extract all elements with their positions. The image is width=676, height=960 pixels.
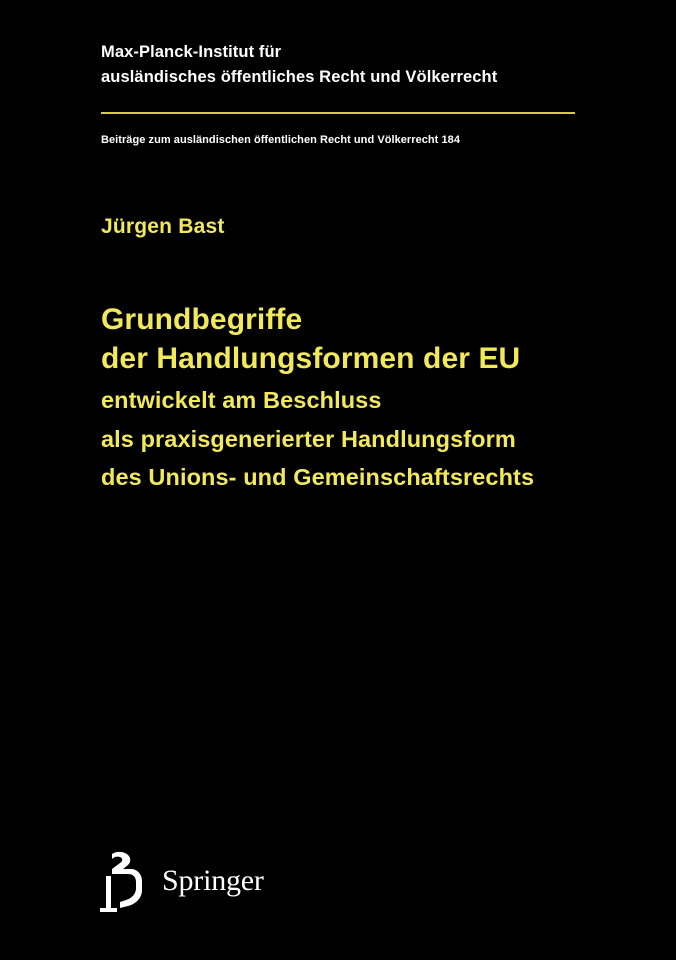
publisher-name: Springer [162, 864, 264, 897]
book-subtitle-line-2: als praxisgenerierter Handlungsform [101, 425, 516, 452]
book-subtitle-line-1: entwickelt am Beschluss [101, 387, 382, 413]
publisher-block [98, 850, 264, 912]
author-name: Jürgen Bast [101, 215, 225, 238]
book-subtitle-line-3: des Unions- und Gemeinschaftsrechts [101, 464, 535, 490]
book-title-line-1: Grundbegriffe [101, 303, 303, 336]
institute-name-line-2: ausländisches öffentliches Recht und Völkerrecht [101, 68, 498, 86]
springer-knight-logo-icon [98, 850, 150, 912]
institute-name [101, 40, 581, 90]
divider-rule [101, 112, 575, 114]
title-block [101, 300, 621, 494]
book-title-line-2: der Handlungsformen der EU [101, 342, 521, 375]
series-title: Beiträge zum ausländischen öffentlichen Recht und Völkerrecht 184 [101, 134, 461, 146]
institute-name-line-1: Max-Planck-Institut für [101, 43, 282, 61]
